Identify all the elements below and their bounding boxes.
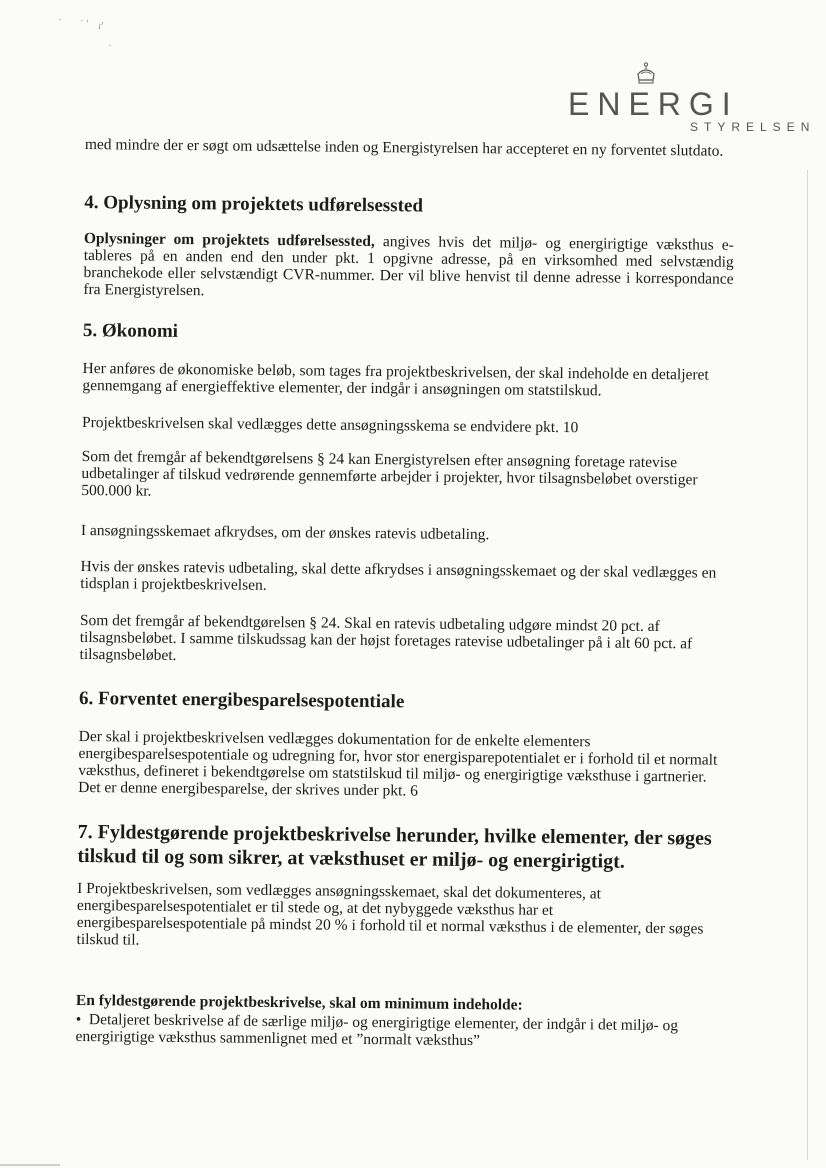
section-5-heading	[83, 320, 733, 349]
section-5-p2	[82, 414, 732, 438]
energistyrelsen-logo	[568, 62, 820, 142]
minimum-requirements	[75, 992, 726, 1052]
section-4-body	[83, 230, 734, 305]
section-6-body	[78, 728, 729, 803]
minimum-heading: En fyldestgørende projektbeskrivelse, skal om minimum indeholde:	[75, 991, 523, 1014]
section-4-lead: Oplysninger om projektets udførelsessted,	[83, 229, 375, 251]
bullet-text: Detaljeret beskrivelse af de særlige miljø- og energirigtige elementer, der indgår i det miljø- og energirigtige væksthus sammenlignet med et ”normalt væksthus”	[75, 1011, 679, 1050]
scan-speck: ɾ'	[98, 20, 104, 32]
section-5-paragraph: Som det fremgår af bekendtgørelsen § 24. Skal en ratevis udbetaling udgøre mindst 20 pct. af tilsagnsbeløbet. I samme tilskudssag kan der højst foretages ratevise udbetalinger på i alt 60 pct. af tilsagnsbeløbet.	[79, 611, 693, 664]
bullet-item	[75, 1011, 725, 1052]
scan-bottom-mark	[0, 1164, 60, 1166]
scan-speck: ˙ ʹ	[80, 18, 89, 30]
crown-icon	[635, 62, 657, 86]
section-7-heading	[77, 820, 727, 875]
section-5-p3	[81, 448, 731, 506]
section-5-paragraph: I ansøgningsskemaet afkrydses, om der ønskes ratevis udbetaling.	[80, 521, 490, 544]
intro-text: med mindre der er søgt om udsættelse inden og Energistyrelsen har accepteret en ny forventet slutdato.	[84, 136, 724, 160]
section-5-paragraph: Projektbeskrivelsen skal vedlægges dette ansøgningsskema se endvidere pkt. 10	[81, 413, 579, 437]
section-4-heading	[84, 192, 734, 221]
section-4-text: angives hvis det miljø- og energirigtige væksthus e-tableres på en anden end den under pkt. 1 opgivne adresse, på en virksomhed med selvstændig branchekode eller selvstændigt CVR-nummer. Der vil blive henvist til denne adresse i korrespondance fra Energistyrelsen.	[83, 233, 734, 300]
scan-speck: ·	[108, 40, 112, 52]
logo-wordmark: ENERGI	[568, 86, 739, 122]
logo-subtitle: STYRELSEN	[690, 120, 816, 134]
section-7-body	[76, 880, 727, 955]
section-7-paragraph: I Projektbeskrivelsen, som vedlægges ansøgningsskemaet, skal det dokumenteres, at energibesparelsespotentialet er til stede og, at det nybyggede væksthus har et energibesparelsespotentiale på mindst 20 % i forhold til et normal væksthus i de elementer, der søges tilskud til.	[76, 879, 704, 949]
section-5-p6	[79, 612, 729, 670]
section-7-title: 7. Fyldestgørende projektbeskrivelse herunder, hvilke elementer, der søges tilskud til og som sikrer, at væksthuset er miljø- og energirigtigt.	[77, 820, 712, 873]
section-5-p5	[80, 558, 730, 599]
section-5-paragraph: Hvis der ønskes ratevis udbetaling, skal dette afkrydses i ansøgningsskemaet og der skal vedlægges en tidsplan i projektbeskrivelsen.	[80, 557, 717, 594]
section-6-title: 6. Forventet energibesparelsespotentiale	[78, 687, 405, 713]
section-5-paragraph: Her anføres de økonomiske beløb, som tages fra projektbeskrivelsen, der skal indeholde en detaljeret gennemgang af energieffektive elementer, der indgår i ansøgningen om statstilskud.	[82, 359, 709, 400]
section-6-paragraph: Der skal i projektbeskrivelsen vedlægges dokumentation for de enkelte elementers energibesparelsespotentiale og udregning for, hvor stor energisparepotentialet er i forhold til et normalt væksthus, defineret i bekendtgørelse om statstilskud til miljø- og energirigtige væksthuse i gartnerier. Det er denne energibesparelse, der skrives under pkt. 6	[78, 727, 718, 800]
scan-edge-line	[807, 170, 808, 1160]
scan-speck: ·	[58, 14, 62, 26]
section-4-title: 4. Oplysning om projektets udførelsessted	[84, 191, 424, 217]
section-5-p1	[82, 360, 732, 401]
bullet-marker: •	[75, 1010, 82, 1029]
section-6-heading	[79, 688, 729, 717]
section-5-paragraph: Som det fremgår af bekendtgørelsens § 24 kan Energistyrelsen efter ansøgning foretage ratevise udbetalinger af tilskud vedrørende gennemførte arbejder i projekter, hvor tilsagnsbeløbet overstiger 500.000 kr.	[81, 447, 698, 500]
section-5-title: 5. Økonomi	[82, 319, 179, 342]
section-5-p4	[81, 522, 731, 546]
